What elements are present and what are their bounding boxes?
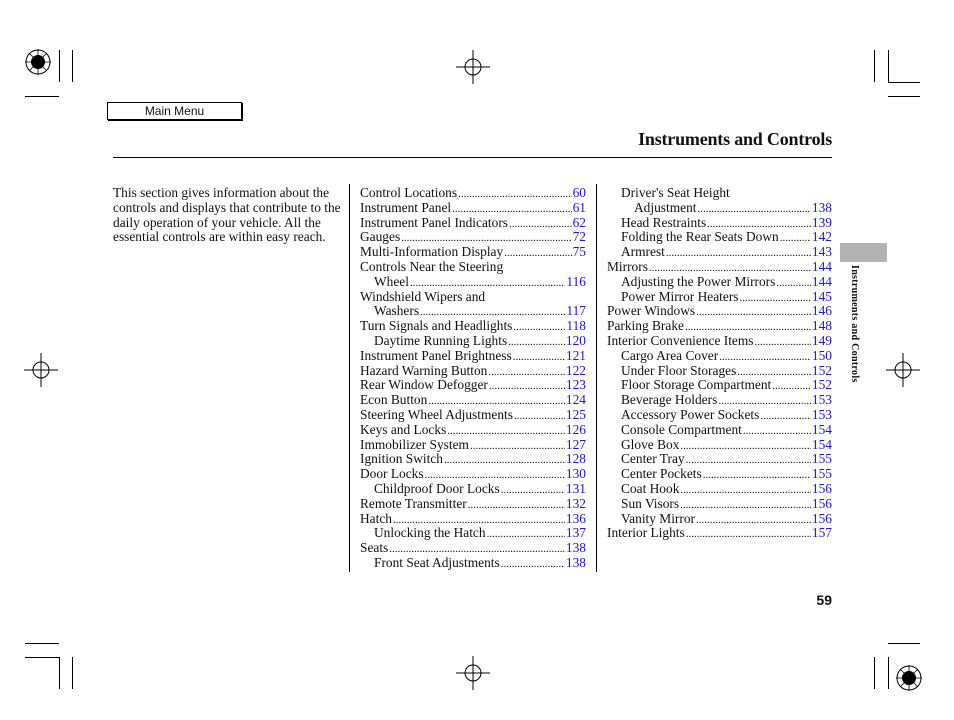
- toc-leader-dots: [686, 527, 811, 542]
- toc-column-2: [607, 186, 832, 541]
- toc-entry[interactable]: [607, 349, 832, 364]
- toc-leader-dots: [489, 379, 565, 394]
- toc-page-link[interactable]: 145: [811, 288, 832, 304]
- page-title: Instruments and Controls: [638, 129, 832, 149]
- toc-leader-dots: [696, 305, 811, 320]
- toc-entry: [360, 290, 586, 305]
- toc-page-link[interactable]: 120: [565, 332, 586, 348]
- toc-leader-dots: [666, 246, 811, 261]
- toc-entry-label: Gauges: [360, 229, 401, 245]
- toc-entry[interactable]: [607, 423, 832, 438]
- toc-entry-label: Unlocking the Hatch: [374, 525, 486, 541]
- crosshair-icon: [886, 353, 920, 387]
- toc-entry-label: Under Floor Storages: [621, 362, 737, 378]
- toc-entry[interactable]: [360, 541, 586, 556]
- toc-entry-label: Beverage Holders: [621, 392, 718, 408]
- toc-entry-label: Daytime Running Lights: [374, 332, 508, 348]
- toc-page-link[interactable]: 61: [572, 199, 586, 215]
- toc-page-link[interactable]: 156: [811, 510, 832, 526]
- toc-entry-label: Coat Hook: [621, 480, 680, 496]
- toc-entry[interactable]: [607, 216, 832, 231]
- crosshair-icon: [456, 50, 490, 84]
- toc-page-link[interactable]: 154: [811, 436, 832, 452]
- toc-entry[interactable]: [360, 497, 586, 512]
- toc-entry[interactable]: [360, 319, 586, 334]
- toc-entry-label: Adjustment: [634, 199, 697, 215]
- toc-entry-label: Power Windows: [607, 303, 696, 319]
- toc-leader-dots: [680, 439, 811, 454]
- toc-page-link[interactable]: 156: [811, 495, 832, 511]
- toc-page-link[interactable]: 155: [811, 451, 832, 467]
- toc-page-link[interactable]: 117: [566, 303, 586, 319]
- toc-page-link[interactable]: 156: [811, 480, 832, 496]
- toc-leader-dots: [509, 217, 572, 232]
- toc-page-link[interactable]: 149: [811, 332, 832, 348]
- toc-page-link[interactable]: 122: [565, 362, 586, 378]
- toc-entry[interactable]: [607, 467, 832, 482]
- toc-leader-dots: [513, 320, 565, 335]
- toc-entry[interactable]: [360, 230, 586, 245]
- toc-page-link[interactable]: 144: [811, 258, 832, 274]
- toc-entry[interactable]: [607, 408, 832, 423]
- toc-entry[interactable]: [607, 452, 832, 467]
- toc-leader-dots: [780, 231, 811, 246]
- toc-entry[interactable]: [360, 438, 586, 453]
- toc-leader-dots: [470, 439, 565, 454]
- toc-entry-label: Immobilizer System: [360, 436, 469, 452]
- page-number: 59: [816, 592, 832, 608]
- toc-entry[interactable]: [360, 556, 586, 571]
- toc-entry-label: Adjusting the Power Mirrors: [621, 273, 776, 289]
- toc-entry[interactable]: [607, 290, 832, 305]
- toc-entry-label: Ignition Switch: [360, 451, 443, 467]
- toc-page-link[interactable]: 131: [565, 480, 586, 496]
- registration-target-icon: [895, 664, 923, 692]
- toc-entry[interactable]: [360, 467, 586, 482]
- toc-page-link[interactable]: 62: [572, 214, 586, 230]
- toc-column-1: [360, 186, 586, 571]
- toc-page-link[interactable]: 144: [811, 273, 832, 289]
- toc-entry-label: Vanity Mirror: [621, 510, 696, 526]
- toc-page-link[interactable]: 60: [572, 185, 586, 200]
- toc-entry[interactable]: [607, 438, 832, 453]
- toc-entry-label: Mirrors: [607, 258, 648, 274]
- toc-page-link[interactable]: 136: [565, 510, 586, 526]
- toc-leader-dots: [703, 468, 811, 483]
- toc-page-link[interactable]: 125: [565, 406, 586, 422]
- toc-page-link[interactable]: 143: [811, 244, 832, 260]
- toc-entry[interactable]: [607, 482, 832, 497]
- toc-page-link[interactable]: 128: [565, 451, 586, 467]
- toc-entry[interactable]: [607, 201, 832, 216]
- toc-entry[interactable]: [607, 275, 832, 290]
- toc-leader-dots: [755, 335, 811, 350]
- toc-page-link[interactable]: 132: [565, 495, 586, 511]
- toc-leader-dots: [680, 483, 811, 498]
- toc-entry[interactable]: [360, 482, 586, 497]
- toc-leader-dots: [696, 513, 811, 528]
- section-tab-label: Instruments and Controls: [849, 265, 860, 383]
- column-divider: [349, 184, 350, 572]
- toc-leader-dots: [487, 527, 565, 542]
- toc-page-link[interactable]: 152: [811, 362, 832, 378]
- toc-entry-label: Front Seat Adjustments: [374, 554, 500, 570]
- toc-leader-dots: [698, 202, 811, 217]
- toc-entry-label: Armrest: [621, 244, 665, 260]
- intro-paragraph: This section gives information about the controls and displays that contribute to the daily operation of your vehicle. All the essential controls are within easy reach.: [113, 185, 341, 245]
- toc-entry-label: Hatch: [360, 510, 392, 526]
- toc-entry[interactable]: [360, 186, 586, 201]
- toc-entry[interactable]: [360, 423, 586, 438]
- toc-entry[interactable]: [360, 408, 586, 423]
- toc-entry[interactable]: [360, 304, 586, 319]
- toc-page-link[interactable]: 138: [565, 554, 586, 570]
- toc-entry-label: Steering Wheel Adjustments: [360, 406, 513, 422]
- toc-leader-dots: [444, 453, 565, 468]
- toc-leader-dots: [501, 557, 565, 572]
- toc-entry[interactable]: [360, 378, 586, 393]
- toc-page-link[interactable]: 124: [565, 392, 586, 408]
- toc-page-link[interactable]: 138: [565, 540, 586, 556]
- toc-leader-dots: [468, 498, 565, 513]
- toc-entry-label: Econ Button: [360, 392, 428, 408]
- toc-entry: [607, 186, 832, 201]
- toc-entry[interactable]: [360, 349, 586, 364]
- toc-page-link[interactable]: 155: [811, 466, 832, 482]
- toc-leader-dots: [508, 335, 565, 350]
- toc-page-link[interactable]: 126: [565, 421, 586, 437]
- toc-entry-label: Instrument Panel Indicators: [360, 214, 509, 230]
- toc-entry-label: Head Restraints: [621, 214, 707, 230]
- column-divider: [596, 184, 597, 572]
- title-divider: [113, 157, 832, 158]
- toc-leader-dots: [504, 246, 571, 261]
- toc-leader-dots: [513, 350, 565, 365]
- toc-entry[interactable]: [607, 364, 832, 379]
- toc-entry-label: Interior Convenience Items: [607, 332, 754, 348]
- toc-entry[interactable]: [607, 260, 832, 275]
- toc-leader-dots: [680, 498, 811, 513]
- toc-entry-label: Seats: [360, 540, 389, 556]
- toc-leader-dots: [772, 379, 811, 394]
- toc-entry-label: Glove Box: [621, 436, 680, 452]
- toc-page-link[interactable]: 137: [565, 525, 586, 541]
- toc-entry-label: Power Mirror Heaters: [621, 288, 739, 304]
- toc-page-link[interactable]: 142: [811, 229, 832, 245]
- toc-entry-label: Center Pockets: [621, 466, 702, 482]
- toc-entry[interactable]: [360, 512, 586, 527]
- toc-leader-dots: [501, 483, 565, 498]
- toc-page-link[interactable]: 153: [811, 392, 832, 408]
- toc-leader-dots: [514, 409, 565, 424]
- toc-entry[interactable]: [607, 230, 832, 245]
- toc-entry-label: Folding the Rear Seats Down: [621, 229, 779, 245]
- toc-entry[interactable]: [360, 452, 586, 467]
- toc-entry-label: Driver's Seat Height: [621, 185, 730, 200]
- toc-page-link[interactable]: 118: [566, 318, 586, 334]
- toc-entry-label: Cargo Area Cover: [621, 347, 719, 363]
- toc-entry-label: Floor Storage Compartment: [621, 377, 772, 393]
- toc-entry[interactable]: [360, 393, 586, 408]
- toc-entry[interactable]: [607, 334, 832, 349]
- toc-entry[interactable]: [607, 393, 832, 408]
- toc-entry-label: Center Tray: [621, 451, 685, 467]
- toc-page-link[interactable]: 146: [811, 303, 832, 319]
- toc-entry[interactable]: [607, 526, 832, 541]
- toc-entry-label: Control Locations: [360, 185, 458, 200]
- toc-entry-label: Instrument Panel: [360, 199, 452, 215]
- toc-entry-label: Turn Signals and Headlights: [360, 318, 513, 334]
- toc-page-link[interactable]: 153: [811, 406, 832, 422]
- toc-page-link[interactable]: 72: [572, 229, 586, 245]
- toc-page-link[interactable]: 150: [811, 347, 832, 363]
- toc-page-link[interactable]: 121: [565, 347, 586, 363]
- toc-entry[interactable]: [360, 275, 586, 290]
- toc-entry[interactable]: [607, 319, 832, 334]
- toc-leader-dots: [686, 453, 811, 468]
- toc-entry-label: Childproof Door Locks: [374, 480, 500, 496]
- toc-entry-label: Parking Brake: [607, 318, 684, 334]
- toc-leader-dots: [760, 409, 811, 424]
- toc-entry[interactable]: [607, 245, 832, 260]
- toc-page-link[interactable]: 116: [566, 273, 586, 289]
- toc-page-link[interactable]: 157: [811, 525, 832, 541]
- toc-page-link[interactable]: 75: [572, 244, 586, 260]
- toc-page-link[interactable]: 152: [811, 377, 832, 393]
- toc-page-link[interactable]: 139: [811, 214, 832, 230]
- toc-entry[interactable]: [607, 378, 832, 393]
- toc-entry-label: Instrument Panel Brightness: [360, 347, 512, 363]
- toc-entry[interactable]: [360, 201, 586, 216]
- toc-entry-label: Rear Window Defogger: [360, 377, 488, 393]
- registration-target-icon: [24, 48, 52, 76]
- main-menu-button[interactable]: Main Menu: [107, 102, 242, 120]
- toc-entry-label: Washers: [374, 303, 420, 319]
- toc-entry: [360, 260, 586, 275]
- toc-entry[interactable]: [607, 512, 832, 527]
- toc-entry-label: Sun Visors: [621, 495, 680, 511]
- toc-entry-label: Hazard Warning Button: [360, 362, 488, 378]
- toc-leader-dots: [488, 365, 565, 380]
- toc-entry-label: Interior Lights: [607, 525, 685, 541]
- toc-page-link[interactable]: 148: [811, 318, 832, 334]
- crosshair-icon: [24, 353, 58, 387]
- toc-page-link[interactable]: 130: [565, 466, 586, 482]
- toc-entry[interactable]: [607, 304, 832, 319]
- toc-page-link[interactable]: 127: [565, 436, 586, 452]
- toc-entry[interactable]: [360, 364, 586, 379]
- toc-page-link[interactable]: 123: [565, 377, 586, 393]
- section-tab: [840, 243, 887, 262]
- toc-entry[interactable]: [360, 245, 586, 260]
- toc-entry-label: Keys and Locks: [360, 421, 447, 437]
- toc-leader-dots: [740, 291, 811, 306]
- toc-leader-dots: [743, 424, 811, 439]
- toc-entry-label: Console Compartment: [621, 421, 742, 437]
- toc-entry-label: Remote Transmitter: [360, 495, 467, 511]
- toc-entry[interactable]: [607, 497, 832, 512]
- toc-leader-dots: [776, 276, 811, 291]
- toc-entry-label: Wheel: [374, 273, 409, 289]
- toc-entry-label: Door Locks: [360, 466, 424, 482]
- toc-entry-label: Controls Near the Steering: [360, 258, 504, 274]
- crosshair-icon: [456, 656, 490, 690]
- toc-entry[interactable]: [360, 216, 586, 231]
- toc-entry-label: Windshield Wipers and: [360, 288, 486, 304]
- toc-leader-dots: [458, 187, 572, 202]
- toc-page-link[interactable]: 154: [811, 421, 832, 437]
- toc-page-link[interactable]: 138: [811, 199, 832, 215]
- toc-entry[interactable]: [360, 526, 586, 541]
- toc-entry[interactable]: [360, 334, 586, 349]
- toc-entry-label: Multi-Information Display: [360, 244, 504, 260]
- toc-entry-label: Accessory Power Sockets: [621, 406, 760, 422]
